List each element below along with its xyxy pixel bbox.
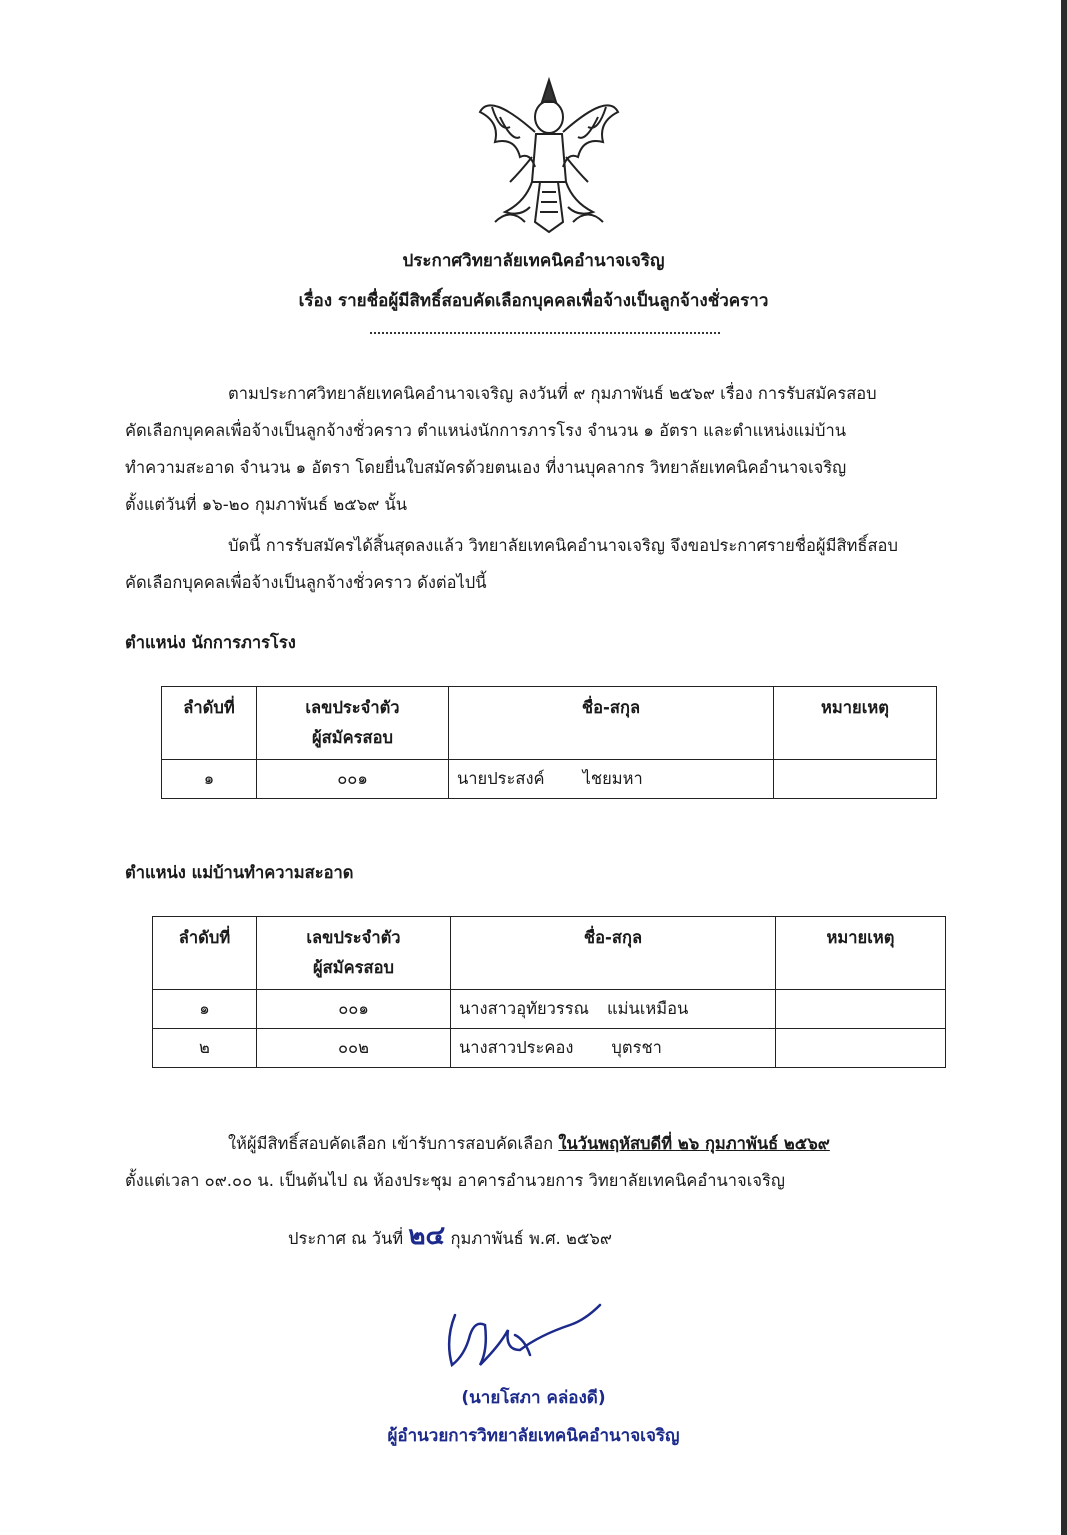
cell-id: ๐๐๑ [257, 760, 449, 799]
header-id [257, 687, 449, 760]
announce-date [288, 1215, 612, 1256]
position-heading: ตำแหน่ง นักการภารโรง [125, 633, 296, 652]
exam-line: ตั้งแต่เวลา ๐๙.๐๐ น. เป็นต้นไป ณ ห้องประชุม อาคารอำนวยการ วิทยาลัยเทคนิคอำนาจเจริญ [125, 1171, 785, 1190]
header-id-line1: เลขประจำตัว [306, 928, 401, 947]
header-id-line1: เลขประจำตัว [305, 698, 400, 717]
header-id-line2: ผู้สมัครสอบ [312, 728, 393, 747]
exam-prefix: ให้ผู้มีสิทธิ์สอบคัดเลือก เข้ารับการสอบคัดเลือก [228, 1134, 559, 1153]
dotted-divider [370, 332, 720, 334]
header-name: ชื่อ-สกุล [449, 687, 774, 760]
table-row [153, 990, 946, 1029]
cell-id: ๐๐๑ [257, 990, 451, 1029]
last-name: บุตรชา [611, 1038, 662, 1057]
announce-prefix: ประกาศ ณ วันที่ [288, 1229, 404, 1248]
cell-name [451, 1029, 776, 1068]
cell-name [449, 760, 774, 799]
cell-order: ๑ [162, 760, 257, 799]
announce-suffix: กุมภาพันธ์ พ.ศ. ๒๕๖๙ [450, 1229, 612, 1248]
document-title: ประกาศวิทยาลัยเทคนิคอำนาจเจริญ [402, 251, 665, 271]
last-name: ไชยมหา [582, 769, 643, 788]
table-header-row [153, 917, 946, 990]
candidates-table-housekeeper [152, 916, 946, 1068]
cell-order: ๒ [153, 1029, 257, 1068]
document-subject: เรื่อง รายชื่อผู้มีสิทธิ์สอบคัดเลือกบุคคลเพื่อจ้างเป็นลูกจ้างชั่วคราว [298, 291, 769, 311]
signatory-name: (นายโสภา คล่องดี) [461, 1388, 606, 1408]
notice-paragraph [125, 527, 971, 601]
position-heading: ตำแหน่ง แม่บ้านทำความสะอาด [125, 863, 354, 882]
last-name: แม่นเหมือน [606, 999, 689, 1018]
garuda-emblem-icon [470, 72, 628, 237]
table-row [153, 1029, 946, 1068]
intro-line: ทำความสะอาด จำนวน ๑ อัตรา โดยยื่นใบสมัครด้วยตนเอง ที่งานบุคลากร วิทยาลัยเทคนิคอำนาจเจริญ [125, 458, 847, 477]
exam-line [125, 1125, 971, 1162]
intro-line: ตามประกาศวิทยาลัยเทคนิคอำนาจเจริญ ลงวันที่ ๙ กุมภาพันธ์ ๒๕๖๙ เรื่อง การรับสมัครสอบ [228, 384, 877, 403]
first-name: นายประสงค์ [457, 769, 545, 788]
header-id-line2: ผู้สมัครสอบ [313, 958, 394, 977]
first-name: นางสาวประคอง [459, 1038, 574, 1057]
candidates-table-janitor [161, 686, 937, 799]
intro-line: ตั้งแต่วันที่ ๑๖-๒๐ กุมภาพันธ์ ๒๕๖๙ นั้น [125, 495, 408, 514]
notice-line: คัดเลือกบุคคลเพื่อจ้างเป็นลูกจ้างชั่วคราว ดังต่อไปนี้ [125, 573, 487, 592]
header-remark: หมายเหตุ [774, 687, 937, 760]
cell-id: ๐๐๒ [257, 1029, 451, 1068]
handwritten-signature-icon [430, 1295, 610, 1385]
header-id [257, 917, 451, 990]
cell-order: ๑ [153, 990, 257, 1029]
table-header-row [162, 687, 937, 760]
exam-date: ในวันพฤหัสบดีที่ ๒๖ กุมภาพันธ์ ๒๕๖๙ [558, 1134, 830, 1153]
announce-day: ๒๔ [408, 1221, 446, 1251]
header-order: ลำดับที่ [153, 917, 257, 990]
cell-remark [774, 760, 937, 799]
cell-name [451, 990, 776, 1029]
first-name: นางสาวอุทัยวรรณ [459, 999, 589, 1018]
intro-line: คัดเลือกบุคคลเพื่อจ้างเป็นลูกจ้างชั่วคราว ตำแหน่งนักการภารโรง จำนวน ๑ อัตรา และตำแหน่งแม่บ้าน [125, 421, 847, 440]
cell-remark [776, 1029, 946, 1068]
intro-paragraph [125, 375, 971, 523]
notice-line: บัดนี้ การรับสมัครได้สิ้นสุดลงแล้ว วิทยาลัยเทคนิคอำนาจเจริญ จึงขอประกาศรายชื่อผู้มีสิทธิ์สอบ [228, 536, 898, 555]
header-name: ชื่อ-สกุล [451, 917, 776, 990]
table-row [162, 760, 937, 799]
scan-edge [1061, 0, 1067, 1535]
exam-paragraph [125, 1125, 971, 1199]
cell-remark [776, 990, 946, 1029]
signatory-title: ผู้อำนวยการวิทยาลัยเทคนิคอำนาจเจริญ [387, 1426, 680, 1446]
header-remark: หมายเหตุ [776, 917, 946, 990]
header-order: ลำดับที่ [162, 687, 257, 760]
